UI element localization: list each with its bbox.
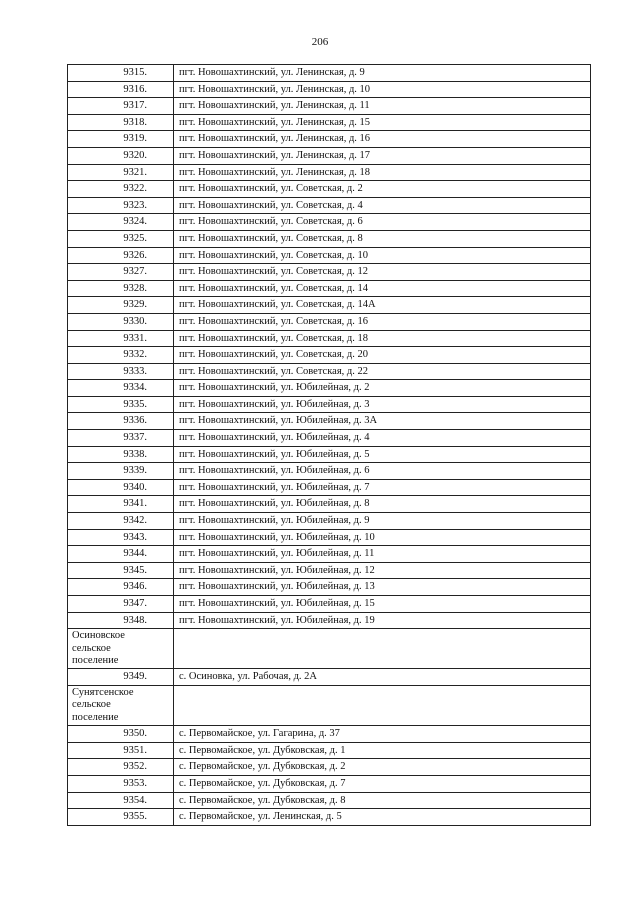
table-row: [68, 330, 591, 347]
row-address: пгт. Новошахтинский, ул. Ленинская, д. 17: [174, 147, 591, 164]
section-empty-cell: [174, 686, 591, 726]
table-row: [68, 513, 591, 530]
page-number: 206: [311, 36, 329, 48]
table-row: [68, 65, 591, 82]
row-address: с. Первомайское, ул. Дубковская, д. 7: [174, 776, 591, 793]
table-row: [68, 612, 591, 629]
row-number: 9335.: [68, 396, 174, 413]
row-address: пгт. Новошахтинский, ул. Ленинская, д. 18: [174, 164, 591, 181]
row-address: пгт. Новошахтинский, ул. Ленинская, д. 16: [174, 131, 591, 148]
row-number: 9349.: [68, 669, 174, 686]
table-row: [68, 529, 591, 546]
row-address: пгт. Новошахтинский, ул. Юбилейная, д. 4: [174, 430, 591, 447]
table-row: [68, 313, 591, 330]
row-number: 9317.: [68, 98, 174, 115]
row-address: с. Первомайское, ул. Дубковская, д. 8: [174, 792, 591, 809]
row-address: пгт. Новошахтинский, ул. Юбилейная, д. 10: [174, 529, 591, 546]
row-address: пгт. Новошахтинский, ул. Советская, д. 14: [174, 280, 591, 297]
row-address: пгт. Новошахтинский, ул. Советская, д. 8: [174, 230, 591, 247]
table-row: [68, 131, 591, 148]
row-number: 9354.: [68, 792, 174, 809]
row-address: пгт. Новошахтинский, ул. Советская, д. 16: [174, 313, 591, 330]
row-number: 9327.: [68, 264, 174, 281]
row-number: 9348.: [68, 612, 174, 629]
row-address: пгт. Новошахтинский, ул. Советская, д. 4: [174, 197, 591, 214]
table-row: [68, 396, 591, 413]
row-address: пгт. Новошахтинский, ул. Советская, д. 6: [174, 214, 591, 231]
row-number: 9347.: [68, 596, 174, 613]
table-row: [68, 164, 591, 181]
table-row: [68, 496, 591, 513]
row-number: 9344.: [68, 546, 174, 563]
table-row: [68, 446, 591, 463]
table-row: [68, 726, 591, 743]
table-row: [68, 347, 591, 364]
table-row: [68, 247, 591, 264]
row-number: 9341.: [68, 496, 174, 513]
row-number: 9328.: [68, 280, 174, 297]
row-number: 9323.: [68, 197, 174, 214]
row-address: пгт. Новошахтинский, ул. Юбилейная, д. 2: [174, 380, 591, 397]
table-row: [68, 742, 591, 759]
row-address: пгт. Новошахтинский, ул. Юбилейная, д. 9: [174, 513, 591, 530]
table-row: [68, 230, 591, 247]
row-number: 9319.: [68, 131, 174, 148]
row-address: пгт. Новошахтинский, ул. Юбилейная, д. 19: [174, 612, 591, 629]
row-number: 9350.: [68, 726, 174, 743]
table-row: [68, 413, 591, 430]
table-row: [68, 546, 591, 563]
row-address: с. Осиновка, ул. Рабочая, д. 2А: [174, 669, 591, 686]
table-row: [68, 479, 591, 496]
row-address: пгт. Новошахтинский, ул. Юбилейная, д. 11: [174, 546, 591, 563]
table-row: [68, 114, 591, 131]
row-address: с. Первомайское, ул. Дубковская, д. 1: [174, 742, 591, 759]
section-row: [68, 686, 591, 726]
row-number: 9352.: [68, 759, 174, 776]
row-address: пгт. Новошахтинский, ул. Юбилейная, д. 5: [174, 446, 591, 463]
row-address: пгт. Новошахтинский, ул. Юбилейная, д. 15: [174, 596, 591, 613]
table-row: [68, 147, 591, 164]
row-number: 9325.: [68, 230, 174, 247]
table-row: [68, 214, 591, 231]
row-number: 9321.: [68, 164, 174, 181]
table-row: [68, 809, 591, 826]
row-number: 9322.: [68, 181, 174, 198]
section-label-line: Осиновское: [72, 630, 125, 642]
row-number: 9336.: [68, 413, 174, 430]
row-address: с. Первомайское, ул. Дубковская, д. 2: [174, 759, 591, 776]
section-label-line: поселение: [72, 711, 119, 723]
row-number: 9355.: [68, 809, 174, 826]
row-number: 9342.: [68, 513, 174, 530]
table-row: [68, 98, 591, 115]
row-number: 9334.: [68, 380, 174, 397]
row-number: 9339.: [68, 463, 174, 480]
row-address: пгт. Новошахтинский, ул. Юбилейная, д. 6: [174, 463, 591, 480]
row-address: пгт. Новошахтинский, ул. Юбилейная, д. 3: [174, 396, 591, 413]
row-number: 9315.: [68, 65, 174, 82]
table-row: [68, 562, 591, 579]
row-number: 9330.: [68, 313, 174, 330]
row-number: 9329.: [68, 297, 174, 314]
table-row: [68, 669, 591, 686]
row-number: 9316.: [68, 81, 174, 98]
table-row: [68, 264, 591, 281]
row-number: 9345.: [68, 562, 174, 579]
section-label-line: сельское: [72, 699, 111, 711]
section-label-line: сельское: [72, 642, 111, 654]
row-number: 9340.: [68, 479, 174, 496]
row-address: пгт. Новошахтинский, ул. Юбилейная, д. 8: [174, 496, 591, 513]
table-row: [68, 380, 591, 397]
row-address: пгт. Новошахтинский, ул. Юбилейная, д. 3А: [174, 413, 591, 430]
row-number: 9346.: [68, 579, 174, 596]
section-empty-cell: [174, 629, 591, 669]
section-label-line: Сунятсенское: [72, 687, 134, 698]
address-table-body: [68, 65, 591, 826]
row-number: 9320.: [68, 147, 174, 164]
row-address: пгт. Новошахтинский, ул. Советская, д. 20: [174, 347, 591, 364]
table-row: [68, 792, 591, 809]
row-address: пгт. Новошахтинский, ул. Юбилейная, д. 12: [174, 562, 591, 579]
row-address: пгт. Новошахтинский, ул. Ленинская, д. 9: [174, 65, 591, 82]
row-number: 9333.: [68, 363, 174, 380]
row-address: пгт. Новошахтинский, ул. Советская, д. 22: [174, 363, 591, 380]
row-address: с. Первомайское, ул. Гагарина, д. 37: [174, 726, 591, 743]
table-row: [68, 363, 591, 380]
row-address: пгт. Новошахтинский, ул. Ленинская, д. 11: [174, 98, 591, 115]
row-number: 9353.: [68, 776, 174, 793]
table-row: [68, 81, 591, 98]
section-label: [68, 629, 174, 669]
row-number: 9318.: [68, 114, 174, 131]
row-address: пгт. Новошахтинский, ул. Советская, д. 10: [174, 247, 591, 264]
table-row: [68, 181, 591, 198]
row-address: пгт. Новошахтинский, ул. Советская, д. 12: [174, 264, 591, 281]
section-row: [68, 629, 591, 669]
section-label: [68, 686, 174, 726]
table-row: [68, 759, 591, 776]
table-row: [68, 430, 591, 447]
row-address: с. Первомайское, ул. Ленинская, д. 5: [174, 809, 591, 826]
row-number: 9332.: [68, 347, 174, 364]
row-address: пгт. Новошахтинский, ул. Ленинская, д. 10: [174, 81, 591, 98]
row-number: 9351.: [68, 742, 174, 759]
section-label-line: поселение: [72, 655, 119, 666]
table-row: [68, 463, 591, 480]
row-address: пгт. Новошахтинский, ул. Советская, д. 14А: [174, 297, 591, 314]
table-row: [68, 596, 591, 613]
table-row: [68, 776, 591, 793]
row-address: пгт. Новошахтинский, ул. Юбилейная, д. 13: [174, 579, 591, 596]
address-table: [67, 64, 591, 826]
row-address: пгт. Новошахтинский, ул. Ленинская, д. 15: [174, 114, 591, 131]
row-number: 9343.: [68, 529, 174, 546]
row-number: 9324.: [68, 214, 174, 231]
row-number: 9326.: [68, 247, 174, 264]
row-address: пгт. Новошахтинский, ул. Советская, д. 18: [174, 330, 591, 347]
row-number: 9331.: [68, 330, 174, 347]
table-row: [68, 197, 591, 214]
row-address: пгт. Новошахтинский, ул. Советская, д. 2: [174, 181, 591, 198]
table-row: [68, 579, 591, 596]
row-number: 9338.: [68, 446, 174, 463]
row-number: 9337.: [68, 430, 174, 447]
table-row: [68, 280, 591, 297]
table-row: [68, 297, 591, 314]
row-address: пгт. Новошахтинский, ул. Юбилейная, д. 7: [174, 479, 591, 496]
